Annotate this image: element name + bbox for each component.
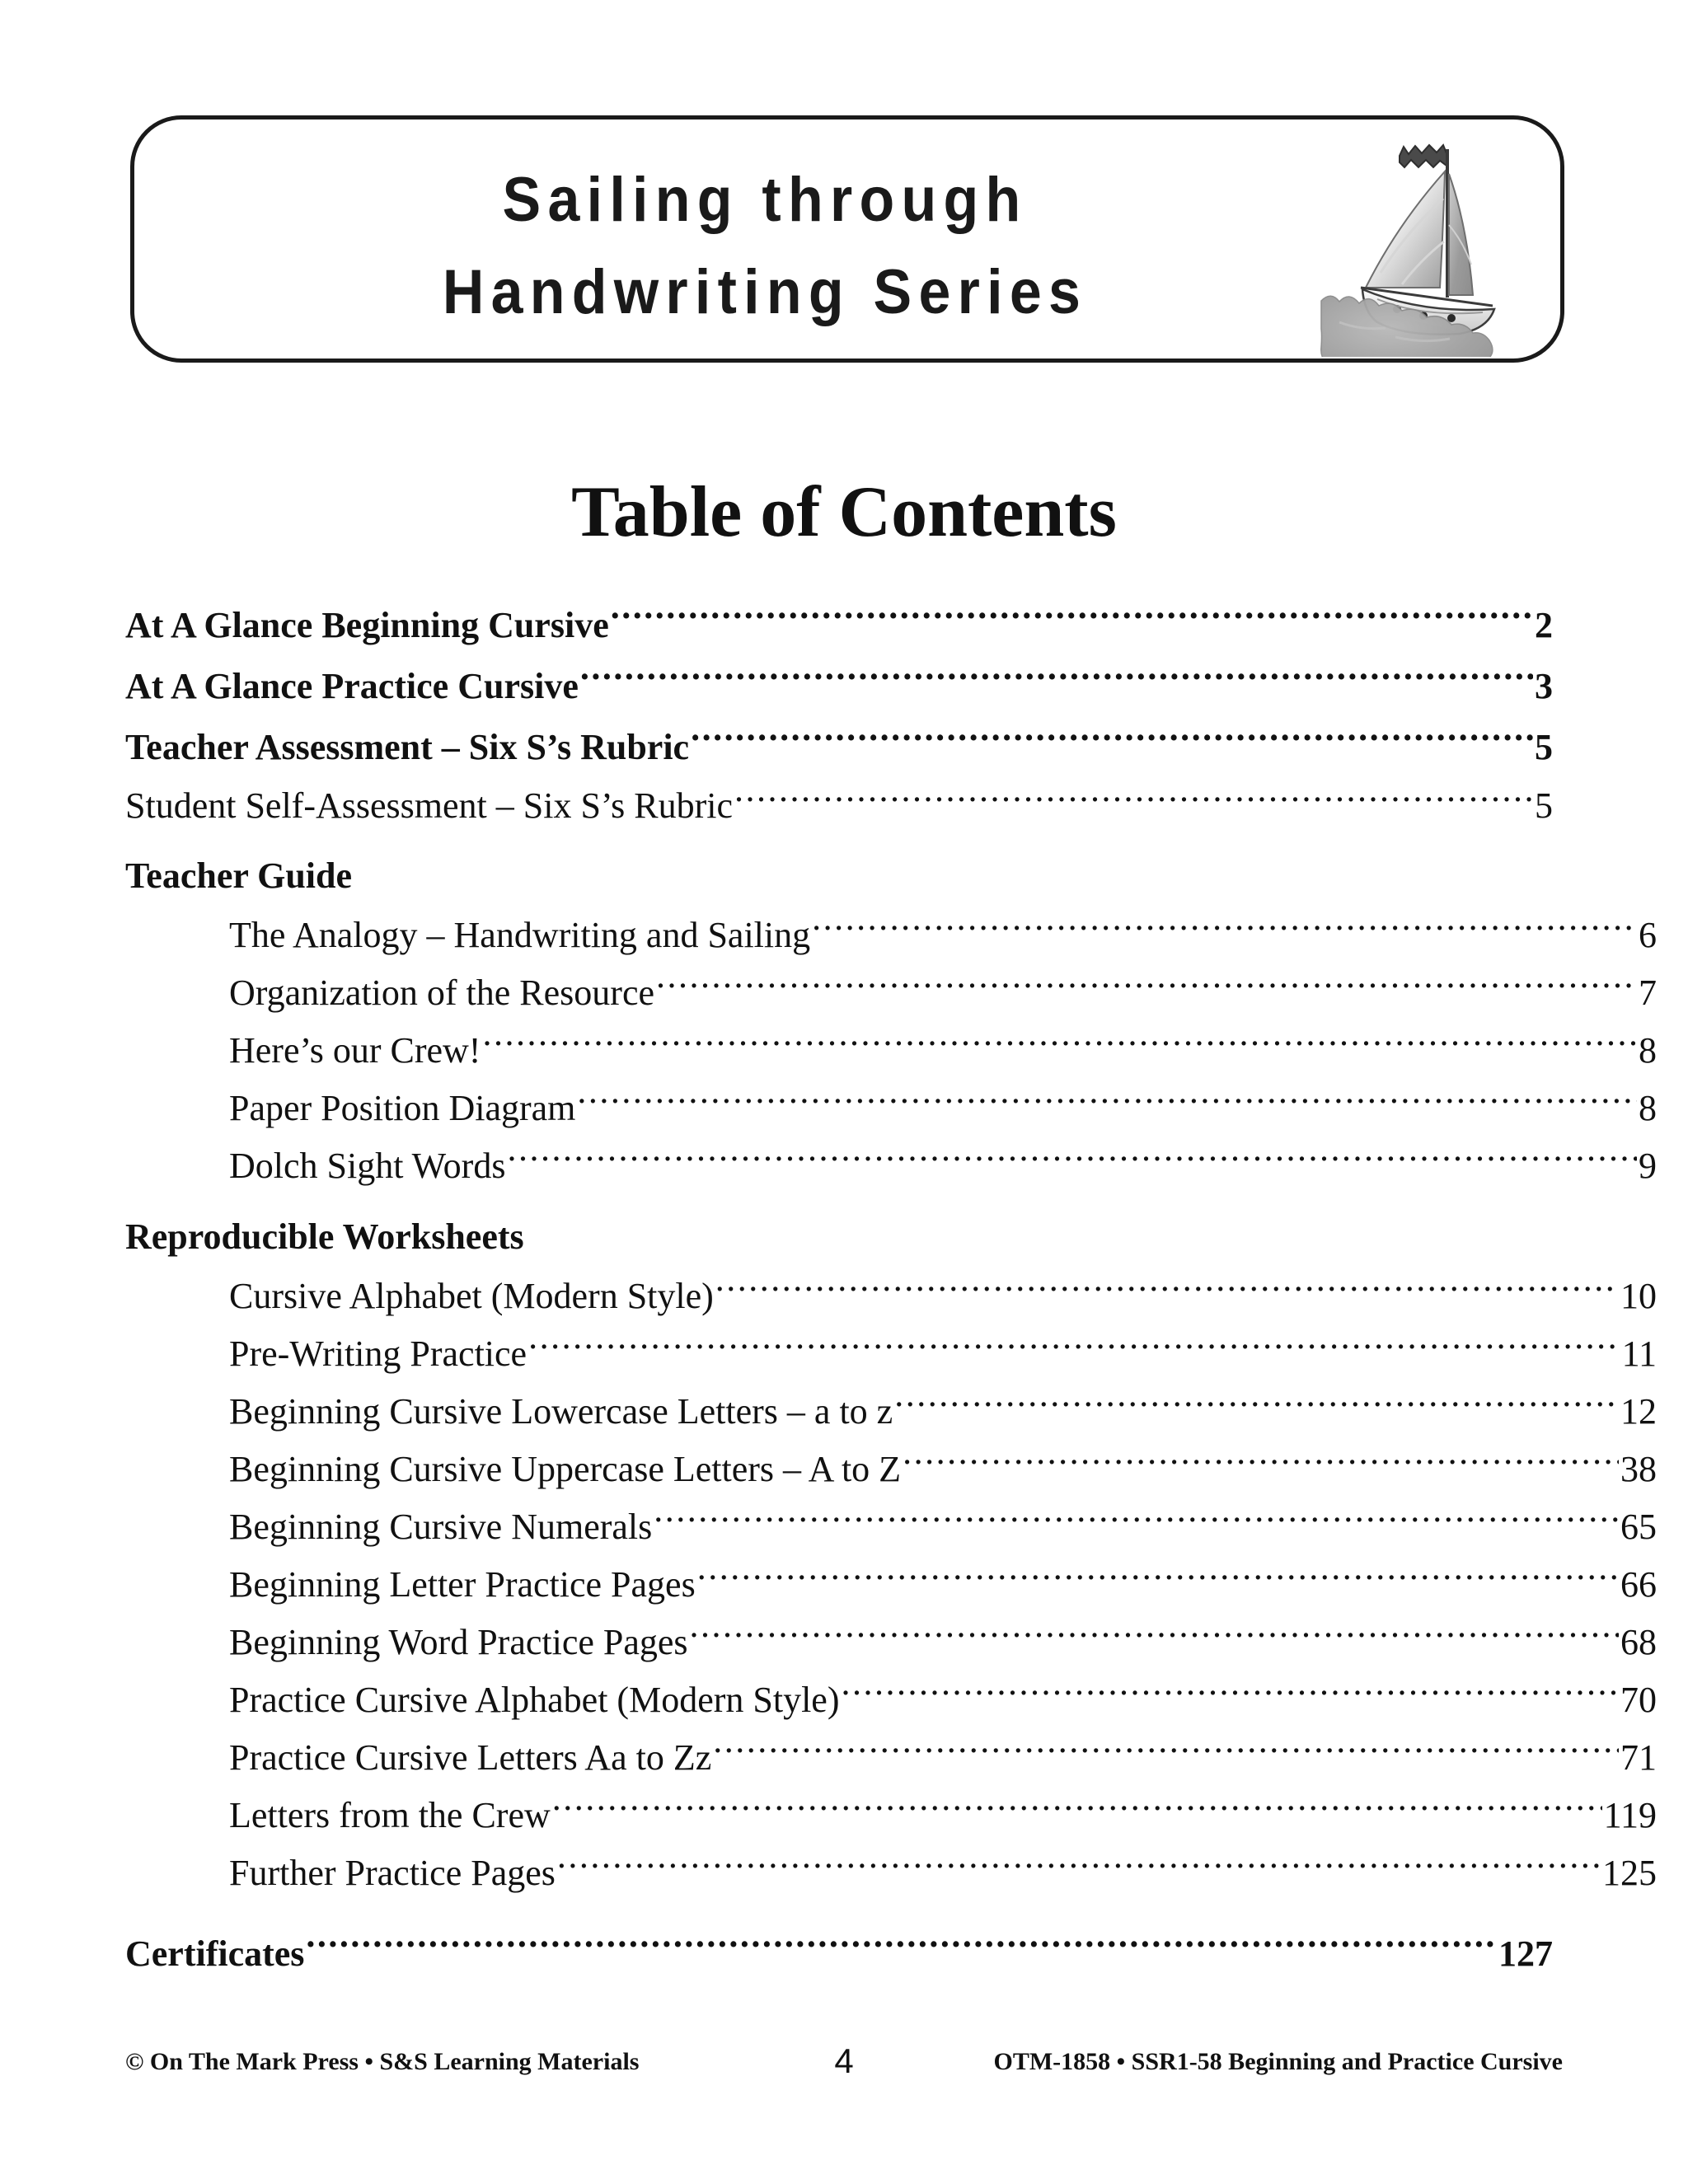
toc-dot-leader [552,1791,1602,1827]
toc-entry-page-number: 11 [1621,1333,1657,1374]
toc-dot-leader [697,1560,1619,1596]
toc-entry-label: Reproducible Worksheets [125,1216,524,1257]
toc-entry [125,1614,1657,1671]
series-banner [130,115,1564,363]
toc-entry-page-number: 9 [1639,1146,1657,1186]
toc-entry-label: Pre-Writing Practice [229,1333,528,1374]
footer-copyright: © On The Mark Press • S&S Learning Materials [125,2048,640,2075]
toc-dot-leader [713,1733,1619,1769]
toc-entry [125,1022,1657,1080]
footer-page-number: 4 [834,2041,854,2080]
toc-dot-leader [656,968,1637,1005]
toc-entry [125,656,1553,717]
toc-entry [125,1268,1657,1325]
toc-entry-label: Teacher Guide [125,855,353,896]
toc-entry-label: Paper Position Diagram [229,1088,576,1128]
toc-entry-page-number: 66 [1620,1564,1657,1605]
banner-title [215,154,1315,339]
toc-dot-leader [557,1849,1601,1885]
toc-entry-label: At A Glance Practice Cursive [125,666,579,706]
toc-dot-leader [528,1329,1620,1366]
toc-entry [125,1844,1657,1902]
toc-entry-page-number: 10 [1620,1276,1657,1316]
toc-entry-label: Cursive Alphabet (Modern Style) [229,1276,714,1316]
toc-entry-page-number: 12 [1620,1391,1657,1432]
toc-entry-page-number: 70 [1620,1680,1657,1720]
toc-dot-leader [734,781,1533,818]
toc-dot-leader [654,1502,1619,1539]
toc-entry [125,1671,1657,1729]
toc-entry-label: Beginning Cursive Lowercase Letters – a to z [229,1391,893,1432]
page-title: Table of Contents [571,472,1117,552]
toc-entry-label: Further Practice Pages [229,1853,556,1893]
toc-entry [125,595,1553,656]
toc-entry-page-number: 5 [1535,785,1553,826]
toc-dot-leader [841,1675,1619,1712]
table-of-contents [125,595,1657,1985]
toc-dot-leader [903,1445,1619,1481]
banner-title-line2: Handwriting Series [442,257,1088,327]
toc-entry-page-number: 127 [1498,1933,1553,1974]
toc-entry-label: Beginning Letter Practice Pages [229,1564,696,1605]
toc-entry-label: Dolch Sight Words [229,1146,506,1186]
toc-dot-leader [691,723,1533,759]
toc-entry-label: Beginning Cursive Uppercase Letters – A to Z [229,1449,902,1489]
toc-dot-leader [482,1026,1637,1062]
toc-entry-page-number: 7 [1639,972,1657,1013]
toc-dot-leader [580,662,1533,698]
toc-entry [125,1556,1657,1614]
toc-entry [125,778,1553,834]
toc-entry-label: At A Glance Beginning Cursive [125,605,609,645]
toc-entry [125,1383,1657,1441]
toc-dot-leader [812,911,1637,947]
toc-entry-page-number: 68 [1620,1622,1657,1662]
footer-product-code: OTM-1858 • SSR1-58 Beginning and Practice Cursive [993,2048,1563,2075]
toc-entry-label: The Analogy – Handwriting and Sailing [229,915,811,955]
toc-entry-label: Organization of the Resource [229,972,655,1013]
toc-entry [125,1729,1657,1787]
toc-dot-leader [690,1618,1619,1654]
toc-entry [125,1441,1657,1498]
toc-dot-leader [507,1141,1637,1178]
toc-entry [125,907,1657,964]
toc-dot-leader [715,1272,1619,1308]
toc-entry [125,1924,1553,1985]
toc-entry [125,1787,1657,1844]
section-spacer [125,834,1553,846]
toc-entry-page-number: 8 [1639,1088,1657,1128]
toc-section-heading [125,1207,1553,1268]
toc-entry-page-number: 65 [1620,1507,1657,1547]
toc-entry [125,964,1657,1022]
toc-entry [125,1325,1657,1383]
toc-entry-label: Certificates [125,1933,305,1974]
section-spacer [125,1195,1553,1207]
toc-entry-page-number: 3 [1535,666,1553,706]
toc-entry [125,1080,1657,1137]
toc-dot-leader [894,1387,1619,1423]
toc-dot-leader [306,1929,1497,1966]
toc-entry-label: Beginning Cursive Numerals [229,1507,653,1547]
sailboat-icon [1298,126,1537,357]
toc-entry-page-number: 6 [1639,915,1657,955]
toc-entry-label: Practice Cursive Alphabet (Modern Style) [229,1680,840,1720]
toc-entry-label: Letters from the Crew [229,1795,551,1835]
toc-entry-page-number: 2 [1535,605,1553,645]
section-spacer [125,1902,1553,1924]
toc-entry-label: Here’s our Crew! [229,1030,481,1071]
toc-entry-label: Teacher Assessment – Six S’s Rubric [125,727,690,767]
toc-entry-page-number: 119 [1603,1795,1657,1835]
toc-entry-page-number: 8 [1639,1030,1657,1071]
toc-section-heading [125,846,1553,907]
toc-entry [125,1498,1657,1556]
toc-entry [125,1137,1657,1195]
toc-entry-label: Student Self-Assessment – Six S’s Rubric [125,785,734,826]
banner-title-line1: Sailing through [502,165,1028,235]
toc-entry-page-number: 38 [1620,1449,1657,1489]
toc-entry-page-number: 71 [1620,1737,1657,1778]
toc-entry [125,717,1553,778]
toc-entry-page-number: 125 [1602,1853,1657,1893]
toc-dot-leader [577,1084,1637,1120]
page-footer [125,2041,1563,2083]
toc-entry-label: Practice Cursive Letters Aa to Zz [229,1737,712,1778]
toc-entry-label: Beginning Word Practice Pages [229,1622,688,1662]
toc-entry-page-number: 5 [1535,727,1553,767]
toc-dot-leader [611,601,1533,637]
